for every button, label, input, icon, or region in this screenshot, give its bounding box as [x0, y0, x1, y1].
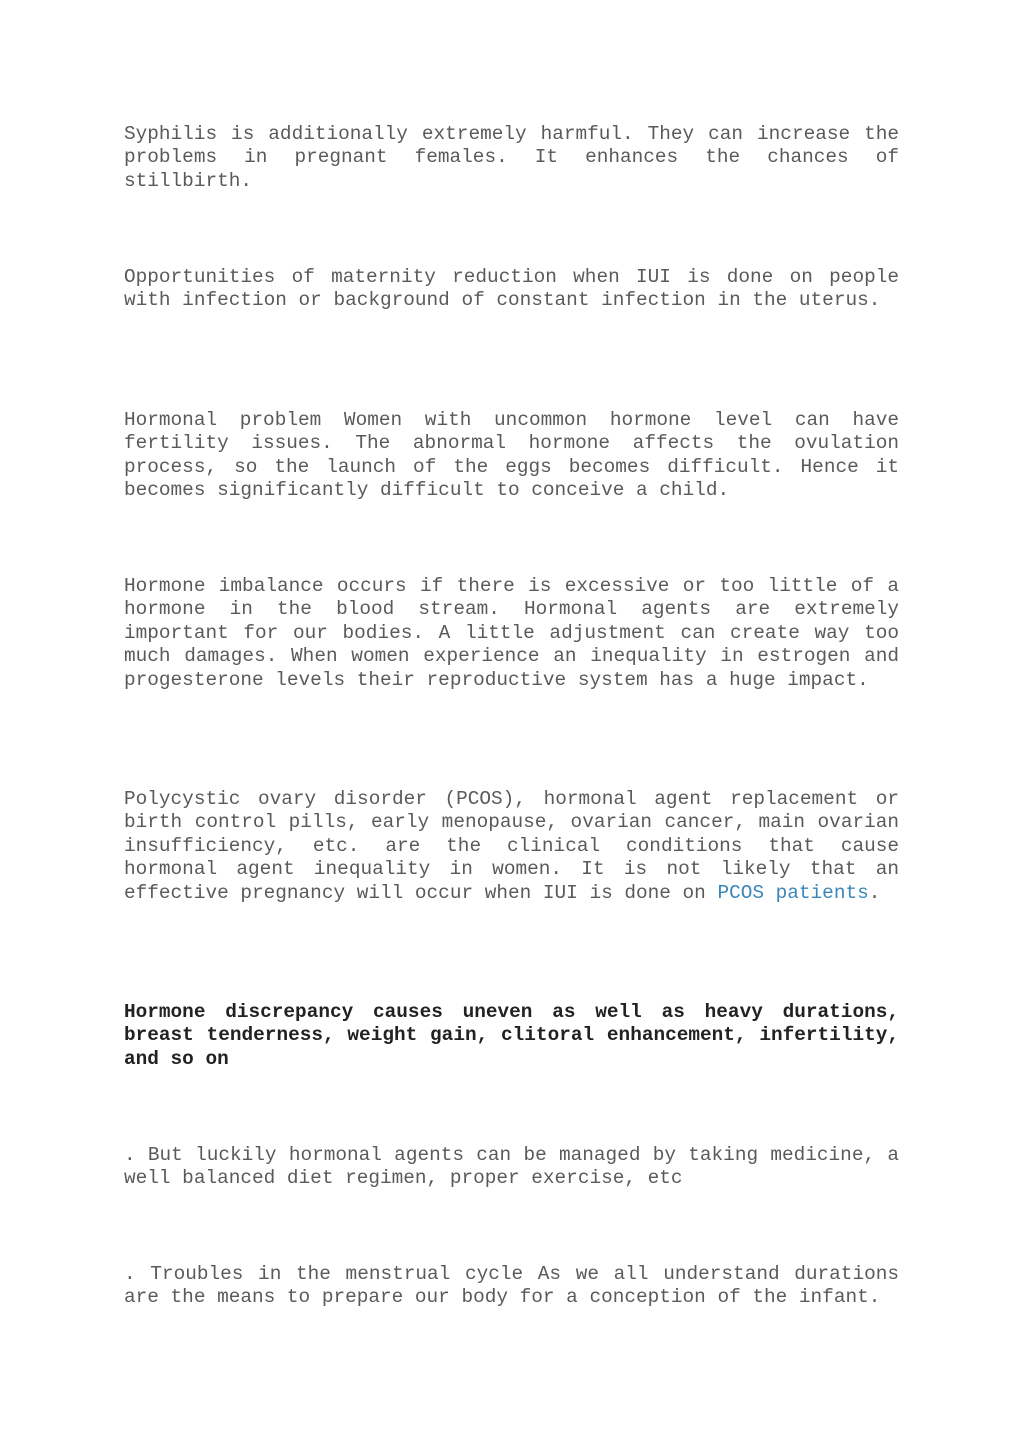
paragraph-hormone-management: . But luckily hormonal agents can be managed by taking medicine, a well balanced diet regimen, proper exercise, etc [124, 1144, 899, 1190]
paragraph-pcos [124, 788, 899, 905]
paragraph-menstrual-cycle: . Troubles in the menstrual cycle As we all understand durations are the means to prepare our body for a conception of the infant. [124, 1263, 899, 1309]
paragraph-hormonal-problem: Hormonal problem Women with uncommon hormone level can have fertility issues. The abnormal hormone affects the ovulation process, so the launch of the eggs becomes difficult. Hence it becomes significantly difficult to conceive a child. [124, 409, 899, 502]
pcos-text-after-link: . [868, 881, 881, 904]
paragraph-hormone-discrepancy-heading: Hormone discrepancy causes uneven as well as heavy durations, breast tenderness, weight gain, clitoral enhancement, infertility, and so on [124, 1001, 899, 1070]
paragraph-hormone-imbalance: Hormone imbalance occurs if there is excessive or too little of a hormone in the blood stream. Hormonal agents are extremely important for our bodies. A little adjustment can create way too much damages. When women experience an inequality in estrogen and progesterone levels their reproductive system has a huge impact. [124, 575, 899, 691]
paragraph-maternity-reduction: Opportunities of maternity reduction when IUI is done on people with infection or background of constant infection in the uterus. [124, 266, 899, 312]
paragraph-syphilis: Syphilis is additionally extremely harmful. They can increase the problems in pregnant females. It enhances the chances of stillbirth. [124, 123, 899, 192]
pcos-patients-link[interactable]: PCOS patients [717, 881, 869, 904]
pcos-text-before-link: Polycystic ovary disorder (PCOS), hormonal agent replacement or birth control pills, early menopause, ovarian cancer, main ovarian insufficiency, etc. are the clinical conditions that cause hormonal agent inequality in women. It is not likely that an effective pregnancy will occur when IUI is done on [124, 788, 899, 904]
